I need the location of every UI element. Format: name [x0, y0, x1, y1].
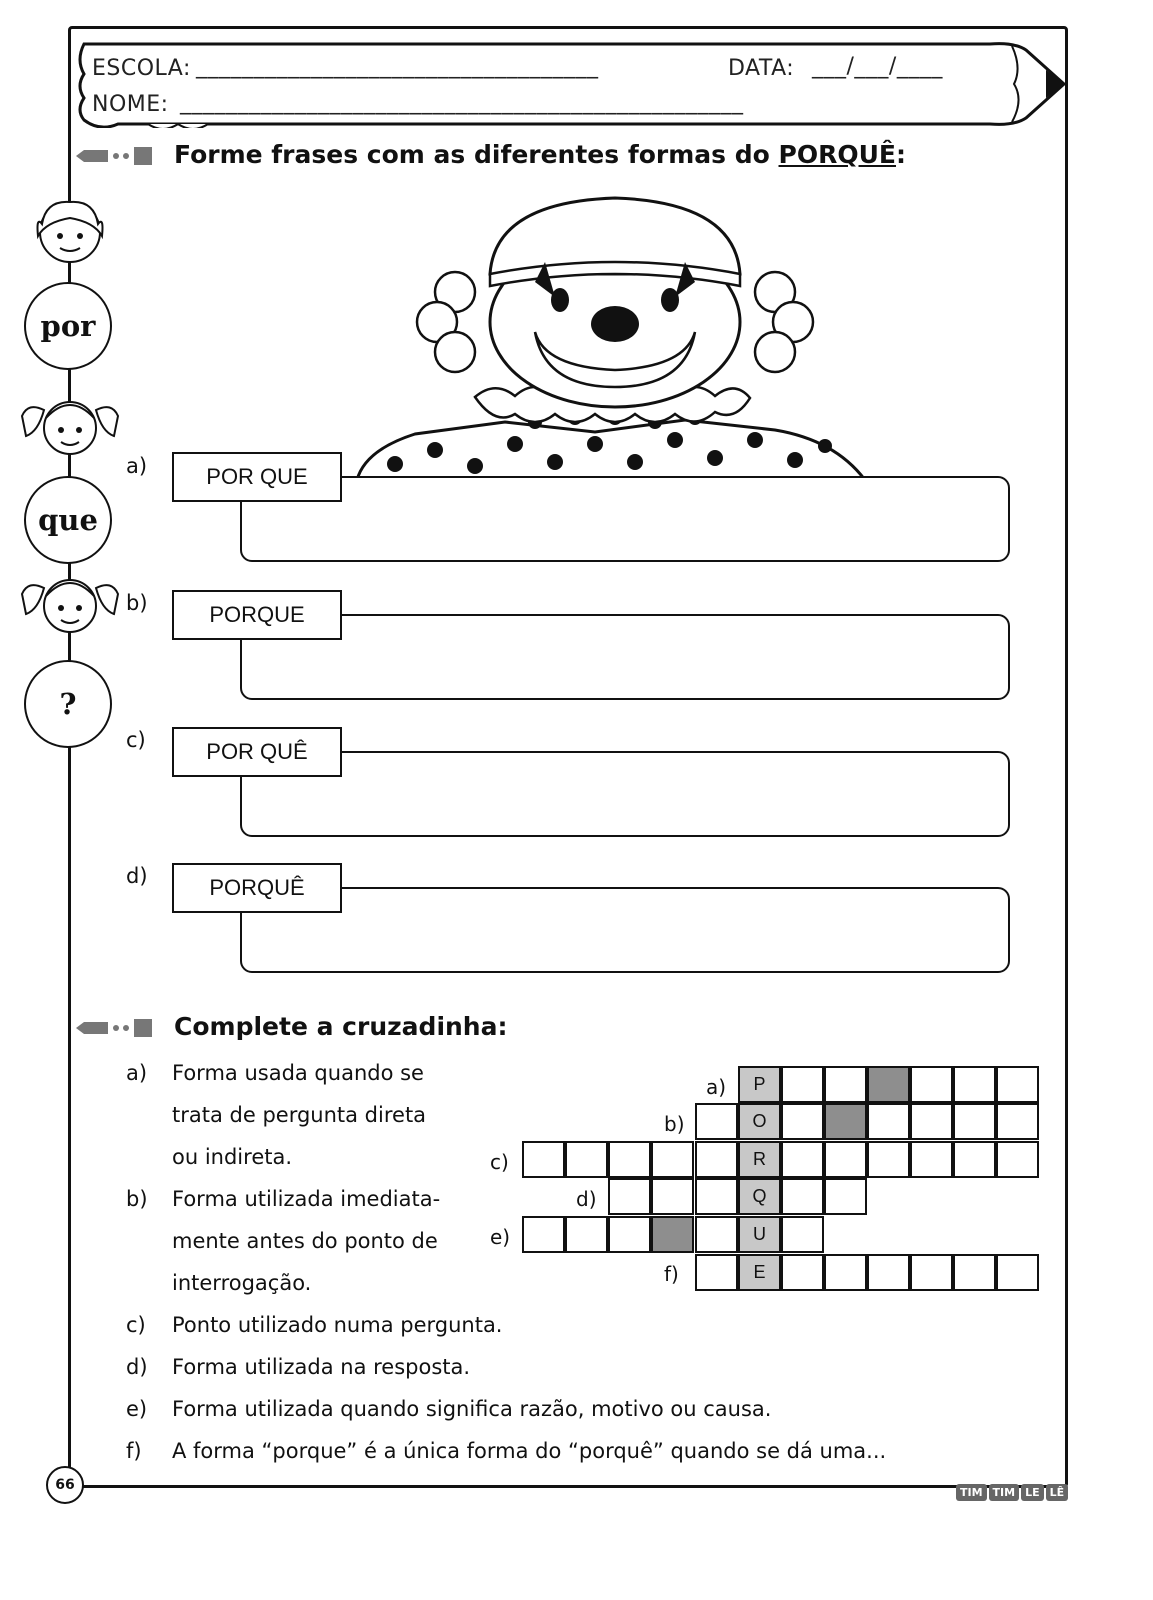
clue-text: Forma utilizada na resposta.	[172, 1355, 471, 1379]
side-circle-question: ?	[24, 660, 112, 748]
crossword-cell[interactable]	[996, 1141, 1039, 1178]
label-por-que: POR QUE	[172, 452, 342, 502]
crossword-cell[interactable]	[910, 1066, 953, 1103]
answer-box-c[interactable]	[240, 751, 1010, 837]
item-letter: b)	[126, 591, 148, 615]
crossword-cell[interactable]	[867, 1141, 910, 1178]
clue-text: Forma utilizada quando significa razão, motivo ou causa.	[172, 1397, 772, 1421]
curly-kid-icon	[38, 202, 103, 262]
crossword-key-cell: E	[738, 1254, 781, 1291]
crossword-cell[interactable]	[695, 1254, 738, 1291]
logo-part: TIM	[989, 1484, 1020, 1501]
crossword-cell[interactable]	[781, 1254, 824, 1291]
crossword-row-label: b)	[664, 1112, 685, 1136]
item-letter: a)	[126, 454, 148, 478]
school-label: ESCOLA:	[92, 56, 191, 81]
section2-title: Complete a cruzadinha:	[174, 1012, 508, 1041]
section1-title: Forme frases com as diferentes formas do PORQUÊ:	[174, 140, 906, 169]
crossword-cell[interactable]	[565, 1216, 608, 1253]
crossword-key-cell: O	[738, 1103, 781, 1140]
school-field[interactable]: ___________________________________	[196, 54, 599, 79]
crossword-cell[interactable]	[953, 1066, 996, 1103]
clue-letter: b)	[126, 1187, 148, 1211]
crossword-key-cell: U	[738, 1216, 781, 1253]
date-label: DATA:	[728, 56, 795, 81]
pigtails-kid-icon	[22, 402, 118, 454]
clue-text: Forma usada quando se	[172, 1061, 424, 1085]
answer-box-b[interactable]	[240, 614, 1010, 700]
crossword-cell[interactable]	[996, 1254, 1039, 1291]
answer-box-a[interactable]	[240, 476, 1010, 562]
crossword-key-cell: Q	[738, 1178, 781, 1215]
clue-letter: f)	[126, 1439, 142, 1463]
item-letter: c)	[126, 728, 146, 752]
pencil-bullet-icon	[74, 1016, 154, 1040]
crossword-cell[interactable]	[522, 1216, 565, 1253]
item-letter: d)	[126, 864, 148, 888]
crossword-cell[interactable]	[781, 1103, 824, 1140]
clown-illustration	[355, 182, 870, 480]
crossword-key-cell: R	[738, 1141, 781, 1178]
date-field[interactable]: ___/___/____	[812, 54, 943, 79]
crossword-row-label: f)	[664, 1262, 679, 1286]
clue-text: interrogação.	[172, 1271, 312, 1295]
footer-logo	[956, 1484, 1068, 1501]
side-circle-por: por	[24, 282, 112, 370]
crossword-cell[interactable]	[695, 1141, 738, 1178]
name-field[interactable]: _________________________________________________	[180, 90, 744, 115]
pigtails-kid-icon	[22, 580, 118, 632]
crossword-cell[interactable]	[781, 1216, 824, 1253]
crossword-cell[interactable]	[522, 1141, 565, 1178]
crossword-cell[interactable]	[910, 1141, 953, 1178]
logo-part: TIM	[956, 1484, 987, 1501]
crossword-row-label: d)	[576, 1187, 597, 1211]
crossword-cell[interactable]	[651, 1141, 694, 1178]
crossword-cell[interactable]	[910, 1103, 953, 1140]
clue-text: mente antes do ponto de	[172, 1229, 438, 1253]
crossword-cell[interactable]	[695, 1216, 738, 1253]
label-por-que-accent: POR QUÊ	[172, 727, 342, 777]
crossword-cell[interactable]	[824, 1141, 867, 1178]
crossword-cell[interactable]	[695, 1103, 738, 1140]
crossword-cell[interactable]	[867, 1254, 910, 1291]
crossword-cell[interactable]	[996, 1066, 1039, 1103]
crossword-shaded-cell[interactable]	[651, 1216, 694, 1253]
crossword-shaded-cell[interactable]	[867, 1066, 910, 1103]
clue-text: A forma “porque” é a única forma do “porquê” quando se dá uma...	[172, 1439, 887, 1463]
clue-letter: e)	[126, 1397, 148, 1421]
crossword-cell[interactable]	[910, 1254, 953, 1291]
crossword-key-cell: P	[738, 1066, 781, 1103]
crossword-cell[interactable]	[824, 1066, 867, 1103]
crossword-cell[interactable]	[781, 1141, 824, 1178]
crossword-row-label: c)	[490, 1150, 509, 1174]
page-number: 66	[46, 1466, 84, 1504]
crossword-cell[interactable]	[565, 1141, 608, 1178]
clue-text: ou indireta.	[172, 1145, 293, 1169]
label-porque: PORQUE	[172, 590, 342, 640]
crossword-cell[interactable]	[608, 1216, 651, 1253]
crossword-cell[interactable]	[953, 1103, 996, 1140]
crossword-cell[interactable]	[695, 1178, 738, 1215]
crossword-row-label: e)	[490, 1225, 511, 1249]
crossword-cell[interactable]	[953, 1141, 996, 1178]
label-porque-accent: PORQUÊ	[172, 863, 342, 913]
logo-part: LE	[1021, 1484, 1044, 1501]
side-circle-que: que	[24, 476, 112, 564]
crossword-cell[interactable]	[824, 1178, 867, 1215]
crossword-row-label: a)	[706, 1075, 727, 1099]
crossword-cell[interactable]	[781, 1066, 824, 1103]
crossword-cell[interactable]	[781, 1178, 824, 1215]
crossword-cell[interactable]	[651, 1178, 694, 1215]
crossword-shaded-cell[interactable]	[824, 1103, 867, 1140]
crossword-cell[interactable]	[867, 1103, 910, 1140]
clue-letter: d)	[126, 1355, 148, 1379]
crossword-cell[interactable]	[608, 1178, 651, 1215]
clue-letter: c)	[126, 1313, 146, 1337]
logo-part: LÊ	[1046, 1484, 1069, 1501]
crossword-cell[interactable]	[608, 1141, 651, 1178]
clue-letter: a)	[126, 1061, 148, 1085]
clue-text: trata de pergunta direta	[172, 1103, 427, 1127]
crossword-cell[interactable]	[953, 1254, 996, 1291]
crossword-cell[interactable]	[996, 1103, 1039, 1140]
pencil-bullet-icon	[74, 144, 154, 168]
crossword-cell[interactable]	[824, 1254, 867, 1291]
clue-text: Ponto utilizado numa pergunta.	[172, 1313, 503, 1337]
answer-box-d[interactable]	[240, 887, 1010, 973]
name-label: NOME:	[92, 92, 169, 117]
clue-text: Forma utilizada imediata-	[172, 1187, 441, 1211]
